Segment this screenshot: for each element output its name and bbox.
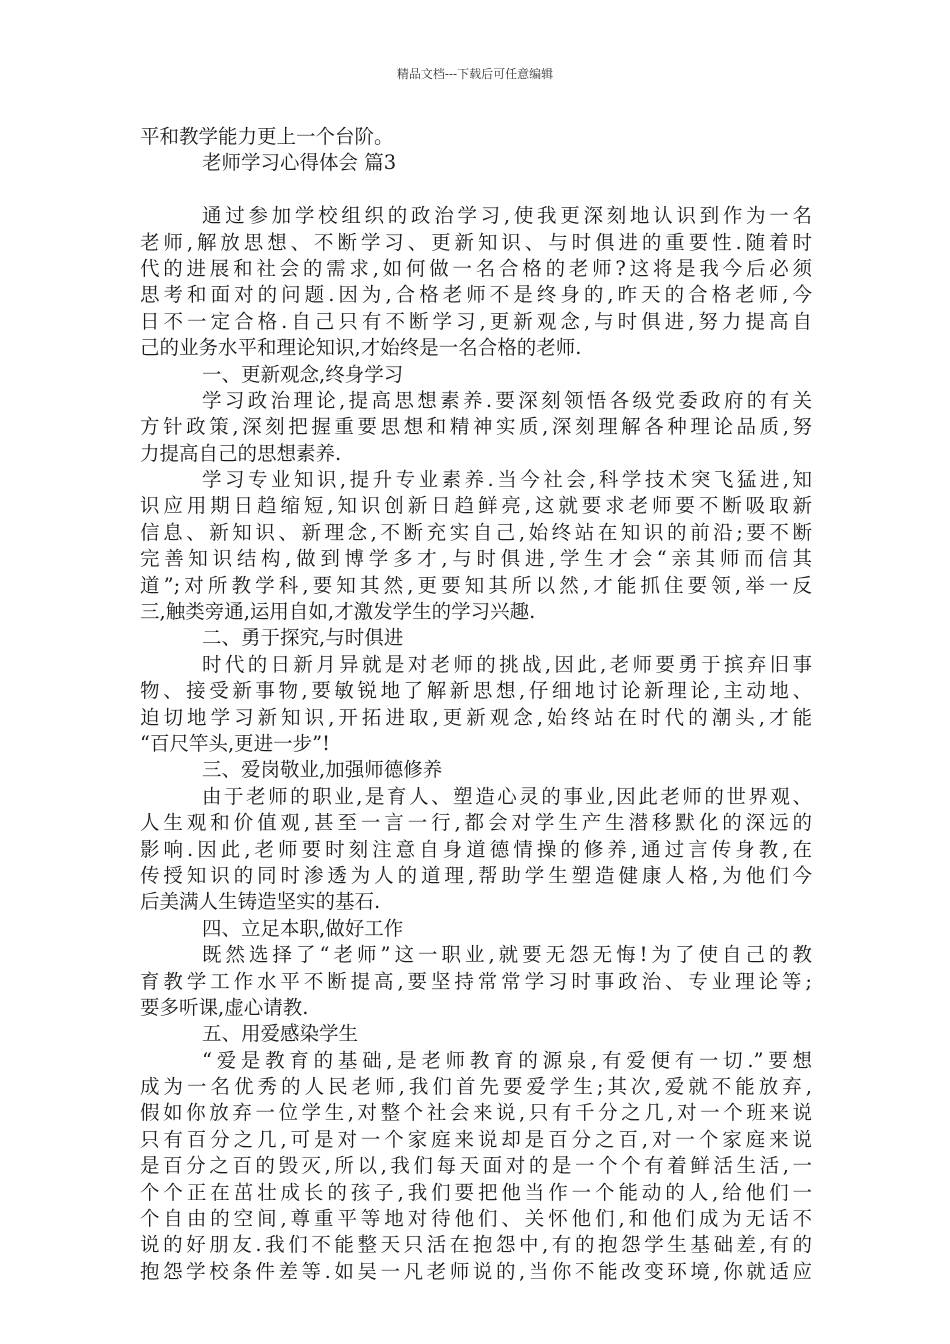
text-line: 三,触类旁通,运用自如,才激发学生的学习兴趣. <box>140 600 536 624</box>
section-heading: 一、更新观念,终身学习 <box>202 362 404 386</box>
text-line: 假如你放弃一位学生,对整个社会来说,只有千分之几,对一个班来说 <box>140 1101 812 1125</box>
section-heading: 二、勇于探究,与时俱进 <box>202 626 404 650</box>
text-line: 代的进展和社会的需求,如何做一名合格的老师?这将是我今后必须 <box>140 256 812 280</box>
text-line: 通过参加学校组织的政治学习,使我更深刻地认识到作为一名 <box>202 204 812 228</box>
text-line: 后美满人生铸造坚实的基石. <box>140 890 381 914</box>
text-line: 育教学工作水平不断提高,要坚持常常学习时事政治、专业理论等; <box>140 969 812 993</box>
text-line: 时代的日新月异就是对老师的挑战,因此,老师要勇于摈弃旧事 <box>202 652 812 676</box>
text-line: 是百分之百的毁灭,所以,我们每天面对的是一个个有着鲜活生活,一 <box>140 1154 812 1178</box>
blank-line <box>140 177 812 203</box>
text-line: 己的业务水平和理论知识,才始终是一名合格的老师. <box>140 336 582 360</box>
page-header: 精品文档---下载后可任意编辑 <box>396 67 554 81</box>
text-line: 影响.因此,老师要时刻注意自身道德情操的修养,通过言传身教,在 <box>140 837 812 861</box>
text-line: 抱怨学校条件差等.如吴一凡老师说的,当你不能改变环境,你就适应 <box>140 1259 812 1283</box>
text-line: 日不一定合格.自己只有不断学习,更新观念,与时俱进,努力提高自 <box>140 309 812 333</box>
text-line: 成为一名优秀的人民老师,我们首先要爱学生;其次,爱就不能放弃, <box>140 1075 812 1099</box>
text-line: 迫切地学习新知识,开拓进取,更新观念,始终站在时代的潮头,才能 <box>140 705 812 729</box>
text-line: 思考和面对的问题.因为,合格老师不是终身的,昨天的合格老师,今 <box>140 283 812 307</box>
text-line: 物、接受新事物,要敏锐地了解新思想,仔细地讨论新理论,主动地、 <box>140 679 812 703</box>
text-line: 力提高自己的思想素养. <box>140 441 342 465</box>
text-line: “爱是教育的基础,是老师教育的源泉,有爱便有一切.”要想 <box>202 1048 812 1072</box>
text-line: 既然选择了“老师”这一职业,就要无怨无悔!为了使自己的教 <box>202 943 812 967</box>
document-body <box>140 124 812 1285</box>
text-line: 完善知识结构,做到博学多才,与时俱进,学生才会“亲其师而信其 <box>140 547 812 571</box>
text-line: 信息、新知识、新理念,不断充实自己,始终站在知识的前沿;要不断 <box>140 520 812 544</box>
text-line: 识应用期日趋缩短,知识创新日趋鲜亮,这就要求老师要不断吸取新 <box>140 494 812 518</box>
text-line: 方针政策,深刻把握重要思想和精神实质,深刻理解各种理论品质,努 <box>140 415 812 439</box>
text-line: 只有百分之几,可是对一个家庭来说却是百分之百,对一个家庭来说 <box>140 1127 812 1151</box>
text-line: 老师,解放思想、不断学习、更新知识、与时俱进的重要性.随着时 <box>140 230 812 254</box>
text-line: “百尺竿头,更进一步”! <box>140 731 330 755</box>
section-title: 老师学习心得体会 篇3 <box>202 151 397 175</box>
text-line: 个自由的空间,尊重平等地对待他们、关怀他们,和他们成为无话不 <box>140 1207 812 1231</box>
text-line: 人生观和价值观,甚至一言一行,都会对学生产生潜移默化的深远的 <box>140 811 812 835</box>
text-line: 要多听课,虚心请教. <box>140 995 309 1019</box>
text-line: 平和教学能力更上一个台阶。 <box>140 125 394 148</box>
section-heading: 四、立足本职,做好工作 <box>202 916 404 940</box>
text-line: 传授知识的同时渗透为人的道理,帮助学生塑造健康人格,为他们今 <box>140 863 812 887</box>
section-heading: 三、爱岗敬业,加强师德修养 <box>202 758 443 782</box>
text-line: 学习政治理论,提高思想素养.要深刻领悟各级党委政府的有关 <box>202 388 812 412</box>
section-heading: 五、用爱感染学生 <box>202 1022 359 1046</box>
text-line: 学习专业知识,提升专业素养.当今社会,科学技术突飞猛进,知 <box>202 468 812 492</box>
text-line: 个个正在茁壮成长的孩子,我们要把他当作一个能动的人,给他们一 <box>140 1180 812 1204</box>
text-line: 说的好朋友.我们不能整天只活在抱怨中,有的抱怨学生基础差,有的 <box>140 1233 812 1257</box>
text-line: 道”;对所教学科,要知其然,更要知其所以然,才能抓住要领,举一反 <box>140 573 812 597</box>
text-line: 由于老师的职业,是育人、塑造心灵的事业,因此老师的世界观、 <box>202 784 812 808</box>
